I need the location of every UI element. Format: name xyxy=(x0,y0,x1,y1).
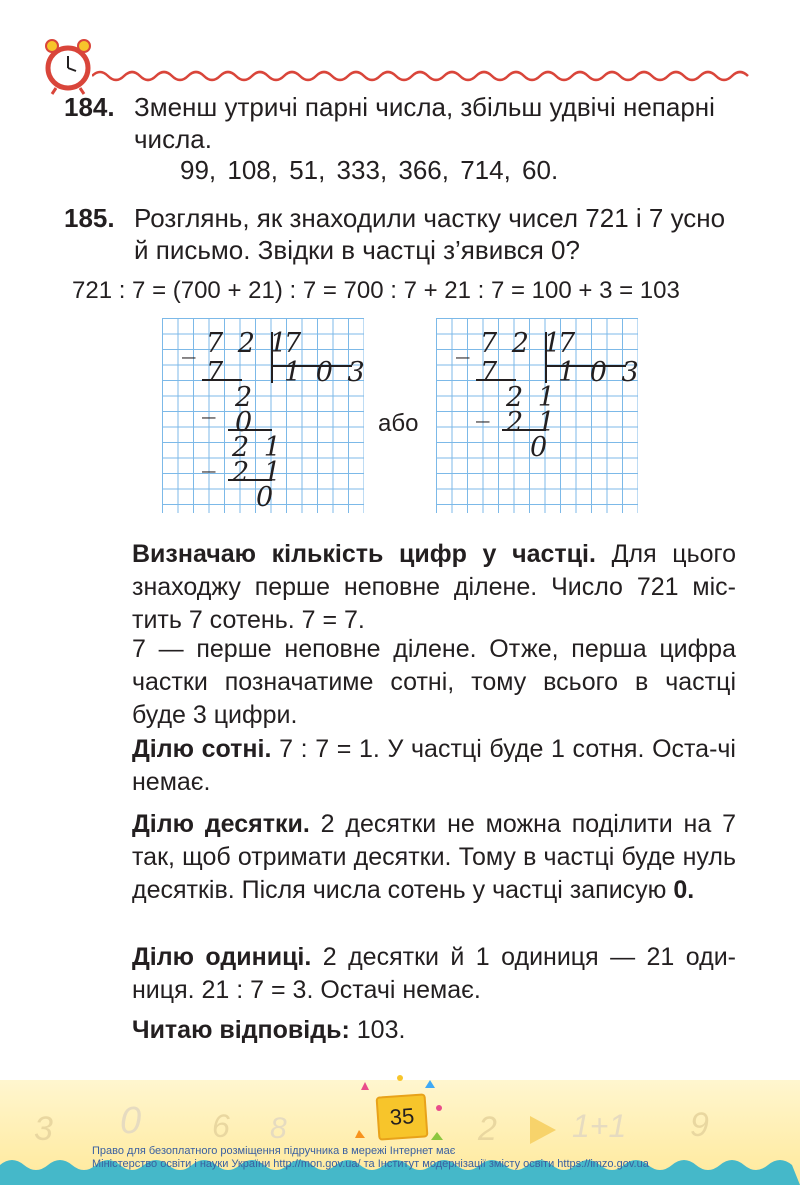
dividend: 7 2 1 xyxy=(480,328,564,359)
equation: 721 : 7 = (700 + 21) : 7 = 700 : 7 + 21 : 7 = 100 + 3 = 103 xyxy=(72,277,680,304)
remainder-row: 2 xyxy=(235,382,256,413)
explanation-paragraph xyxy=(132,538,736,637)
explanation-paragraph xyxy=(132,941,736,1007)
paragraph-heading: Ділю десятки. xyxy=(132,810,310,838)
explanation-paragraph xyxy=(132,633,736,732)
page-number: 35 xyxy=(388,1103,416,1130)
decor-digit: 0 xyxy=(120,1100,142,1142)
division-lines xyxy=(162,318,364,513)
paragraph-text: 103. xyxy=(349,1016,406,1044)
exercise-text-line: числа. xyxy=(134,124,212,154)
decor-digit: 2 xyxy=(478,1110,497,1148)
quotient: 1 0 3 xyxy=(284,357,368,388)
alarm-clock-icon xyxy=(38,36,98,96)
remainder-row: 2 1 xyxy=(232,432,284,463)
wavy-divider xyxy=(92,66,752,86)
decor-digit: 6 xyxy=(212,1108,230,1144)
explanation-paragraph xyxy=(132,1014,736,1047)
decor-digit: 9 xyxy=(690,1106,709,1144)
minus-sign: _ xyxy=(202,388,219,419)
subtrahend: 2 1 xyxy=(506,407,558,438)
paragraph-bold-end: 0. xyxy=(673,876,695,904)
page-number-badge xyxy=(376,1093,429,1140)
remainder-row: 2 1 xyxy=(506,382,558,413)
divisor: 7 xyxy=(284,328,305,359)
paragraph-text: 7 — перше неповне ділене. Отже, перша цифра частки позначатиме сотні, тому всього в частці буде 3 цифри. xyxy=(132,635,736,729)
minus-sign: _ xyxy=(202,442,219,473)
paragraph-heading: Визначаю кількість цифр у частці. xyxy=(132,540,596,568)
exercise-text-line: Розглянь, як знаходили частку чисел 721 і 7 усно xyxy=(134,203,726,233)
subtrahend: 7 xyxy=(480,357,501,388)
minus-sign: _ xyxy=(456,328,473,359)
play-triangle-icon xyxy=(528,1114,558,1146)
decor-digit: 1+1 xyxy=(572,1108,627,1144)
number-list: 99, 108, 51, 333, 366, 714, 60. xyxy=(180,155,559,185)
exercise-text-line: й письмо. Звідки в частці з’явився 0? xyxy=(134,235,580,265)
paragraph-heading: Ділю сотні. xyxy=(132,735,272,763)
paragraph-text: 7 : 7 = 1. У частці буде 1 сотня. Оста-чі немає. xyxy=(132,735,736,796)
or-word: або xyxy=(378,410,419,437)
division-lines xyxy=(436,318,638,513)
divisor: 7 xyxy=(558,328,579,359)
paragraph-heading: Читаю відповідь: xyxy=(132,1016,350,1044)
exercise-number: 185. xyxy=(64,203,115,233)
dividend: 7 2 1 xyxy=(206,328,290,359)
subtrahend: 7 xyxy=(206,357,227,388)
minus-sign: _ xyxy=(476,392,493,423)
paragraph-text: 2 десятки не можна поділити на 7 так, щоб отримати десятки. Тому в частці буде нуль десятків. Після числа сотень у частці записую xyxy=(132,810,736,904)
exercise-text-line: Зменш утричі парні числа, збільш удвічі непарні xyxy=(134,92,715,122)
quotient: 1 0 3 xyxy=(558,357,642,388)
explanation-paragraph xyxy=(132,808,736,907)
decor-digit: 8 xyxy=(270,1112,287,1145)
explanation-paragraph xyxy=(132,733,736,799)
header-decoration xyxy=(0,28,800,88)
footer-rights-line: Міністерство освіти і науки України http://mon.gov.ua/ та Інститут модернізації змісту освіти https://imzo.gov.ua xyxy=(92,1158,649,1170)
subtrahend: 2 1 xyxy=(232,457,284,488)
subtrahend: 0 xyxy=(235,407,256,438)
paragraph-heading: Ділю одиниці. xyxy=(132,943,312,971)
final-remainder: 0 xyxy=(256,482,277,513)
footer-rights-line: Право для безоплатного розміщення підручника в мережі Інтернет має xyxy=(92,1145,456,1157)
paragraph-text: Для цього знаходжу перше неповне ділене. Число 721 міс-тить 7 сотень. 7 = 7. xyxy=(132,540,737,634)
paragraph-text: 2 десятки й 1 одиниця — 21 оди-ниця. 21 : 7 = 3. Остачі немає. xyxy=(132,943,736,1004)
minus-sign: _ xyxy=(182,328,199,359)
decor-digit: 3 xyxy=(34,1110,53,1148)
final-remainder: 0 xyxy=(530,432,551,463)
exercise-number: 184. xyxy=(64,92,115,122)
